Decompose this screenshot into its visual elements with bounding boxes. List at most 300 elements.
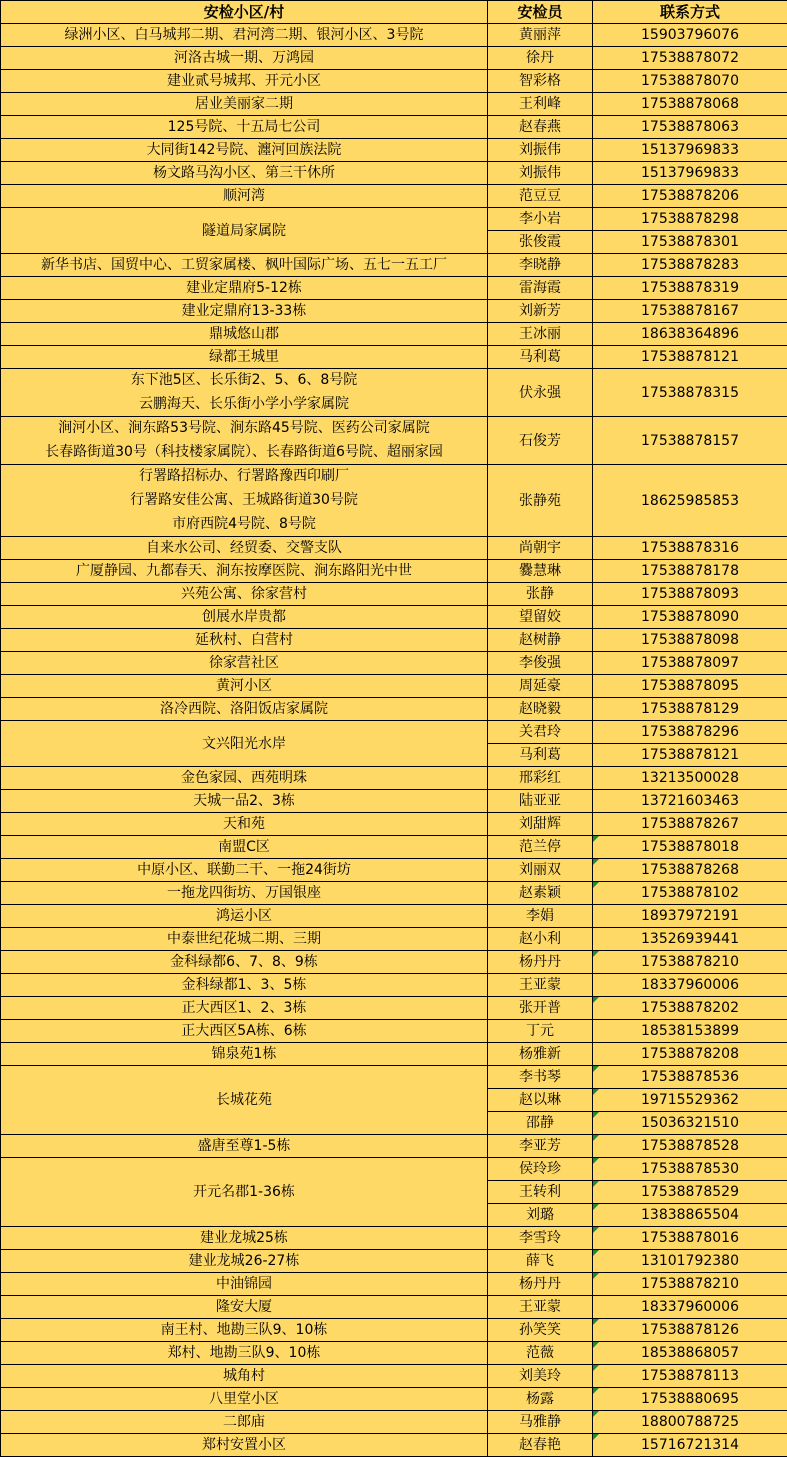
area-cell: [1, 882, 488, 905]
inspector-cell: 张静: [488, 583, 593, 606]
phone-cell: [593, 139, 787, 162]
table-row: [1, 1066, 787, 1089]
cell-error-flag-icon: [593, 1181, 599, 1187]
phone-number: 18538868057: [641, 1345, 739, 1361]
table-row: [1, 583, 787, 606]
phone-number: 17538878178: [641, 563, 739, 579]
inspector-cell: 邵静: [488, 1112, 593, 1135]
phone-cell: [593, 859, 787, 882]
inspector-cell: 雷海霞: [488, 277, 593, 300]
cell-error-flag-icon: [593, 1089, 599, 1095]
table-body: [1, 24, 787, 1457]
phone-cell: [593, 24, 787, 47]
phone-number: 17538878536: [641, 1069, 739, 1085]
phone-cell: [593, 813, 787, 836]
phone-number: 15903796076: [641, 27, 739, 43]
inspector-cell: 王利峰: [488, 93, 593, 116]
phone-number: 17538878296: [641, 724, 739, 740]
area-cell: [1, 1434, 488, 1457]
cell-error-flag-icon: [593, 1158, 599, 1164]
area-line: 绿洲小区、白马城邦二期、君河湾二期、银河小区、3号院: [65, 27, 424, 43]
inspector-cell: 李小岩: [488, 208, 593, 231]
area-cell: [1, 560, 488, 583]
phone-cell: [593, 116, 787, 139]
inspector-cell: 赵素颖: [488, 882, 593, 905]
area-line: 建业定鼎府13-33栋: [182, 303, 307, 319]
inspector-cell: 侯玲珍: [488, 1158, 593, 1181]
area-cell: [1, 465, 488, 537]
phone-number: 15036321510: [641, 1115, 739, 1131]
phone-number: 18800788725: [641, 1414, 739, 1430]
area-cell: [1, 721, 488, 767]
area-line: 建业定鼎府5-12栋: [186, 280, 302, 296]
phone-cell: [593, 1135, 787, 1158]
area-line: 天和苑: [223, 816, 265, 832]
area-cell: [1, 675, 488, 698]
phone-cell: [593, 767, 787, 790]
phone-number: 17538878102: [641, 885, 739, 901]
inspector-cell: 赵晓毅: [488, 698, 593, 721]
phone-cell: [593, 652, 787, 675]
phone-cell: [593, 70, 787, 93]
area-line: 八里堂小区: [209, 1391, 279, 1407]
table-row: [1, 951, 787, 974]
phone-cell: [593, 1434, 787, 1457]
inspector-cell: 范兰停: [488, 836, 593, 859]
area-cell: [1, 1043, 488, 1066]
phone-number: 17538878167: [641, 303, 739, 319]
header-contact: 联系方式: [593, 1, 787, 24]
phone-number: 17538878090: [641, 609, 739, 625]
table-row: [1, 882, 787, 905]
phone-number: 17538878126: [641, 1322, 739, 1338]
phone-cell: [593, 1181, 787, 1204]
area-cell: [1, 1227, 488, 1250]
area-cell: [1, 629, 488, 652]
phone-number: 17538878157: [641, 433, 739, 449]
phone-cell: [593, 417, 787, 465]
phone-number: 15716721314: [641, 1437, 739, 1453]
phone-number: 17538878129: [641, 701, 739, 717]
inspector-cell: 张俊霞: [488, 231, 593, 254]
phone-number: 17538878070: [641, 73, 739, 89]
cell-error-flag-icon: [593, 1112, 599, 1118]
phone-number: 18337960006: [641, 977, 739, 993]
area-cell: [1, 1342, 488, 1365]
area-cell: [1, 928, 488, 951]
table-row: [1, 767, 787, 790]
area-line: 正大西区1、2、3栋: [182, 1000, 307, 1016]
inspector-cell: 刘新芳: [488, 300, 593, 323]
inspector-cell: 赵春艳: [488, 1434, 593, 1457]
header-inspector: 安检员: [488, 1, 593, 24]
phone-number: 15137969833: [641, 165, 739, 181]
inspector-cell: 范薇: [488, 1342, 593, 1365]
inspector-cell: 黄丽萍: [488, 24, 593, 47]
inspector-cell: 尚朝宇: [488, 537, 593, 560]
inspector-cell: 丁元: [488, 1020, 593, 1043]
phone-number: 13721603463: [641, 793, 739, 809]
area-line: 锦泉苑1栋: [212, 1046, 277, 1062]
inspector-cell: 刘美玲: [488, 1365, 593, 1388]
table-row: [1, 162, 787, 185]
table-row: [1, 1365, 787, 1388]
area-cell: [1, 1020, 488, 1043]
table-row: [1, 116, 787, 139]
area-cell: [1, 974, 488, 997]
table-row: [1, 1020, 787, 1043]
cell-error-flag-icon: [593, 997, 599, 1003]
area-cell: [1, 652, 488, 675]
table-row: [1, 606, 787, 629]
area-line: 隆安大厦: [216, 1299, 272, 1315]
phone-cell: [593, 1273, 787, 1296]
inspector-cell: 王冰丽: [488, 323, 593, 346]
inspector-cell: 赵小利: [488, 928, 593, 951]
area-cell: [1, 1365, 488, 1388]
phone-number: 17538878319: [641, 280, 739, 296]
area-line: 绿都王城里: [209, 349, 279, 365]
phone-cell: [593, 974, 787, 997]
inspector-cell: 刘璐: [488, 1204, 593, 1227]
area-cell: [1, 323, 488, 346]
area-line: 河洛古城一期、万鸿园: [174, 50, 314, 66]
inspector-cell: 刘振伟: [488, 139, 593, 162]
area-line: 郑村、地勘三队9、10栋: [168, 1345, 321, 1361]
table-row: [1, 859, 787, 882]
inspector-cell: 邢彩红: [488, 767, 593, 790]
phone-cell: [593, 606, 787, 629]
table-row: [1, 300, 787, 323]
area-cell: [1, 346, 488, 369]
area-line: 盛唐至尊1-5栋: [198, 1138, 291, 1154]
area-line: 建业龙城26-27栋: [189, 1253, 300, 1269]
area-cell: [1, 1273, 488, 1296]
table-row: [1, 1250, 787, 1273]
phone-cell: [593, 997, 787, 1020]
area-line: 居业美丽家二期: [195, 96, 293, 112]
table-row: [1, 790, 787, 813]
inspector-cell: 马雅静: [488, 1411, 593, 1434]
area-line: 金色家园、西苑明珠: [181, 770, 307, 786]
table-row: [1, 93, 787, 116]
cell-error-flag-icon: [593, 882, 599, 888]
phone-cell: [593, 905, 787, 928]
phone-cell: [593, 231, 787, 254]
inspector-cell: 王亚蒙: [488, 974, 593, 997]
phone-cell: [593, 208, 787, 231]
area-cell: [1, 70, 488, 93]
area-cell: [1, 813, 488, 836]
inspector-cell: 爨慧琳: [488, 560, 593, 583]
phone-number: 18937972191: [641, 908, 739, 924]
phone-cell: [593, 928, 787, 951]
inspector-cell: 范豆豆: [488, 185, 593, 208]
area-line: 南盟C区: [218, 839, 270, 855]
area-cell: [1, 767, 488, 790]
area-line: 金科绿都1、3、5栋: [182, 977, 307, 993]
table-row: [1, 346, 787, 369]
table-row: [1, 813, 787, 836]
inspector-cell: 杨丹丹: [488, 951, 593, 974]
table-row: [1, 323, 787, 346]
table-row: [1, 1273, 787, 1296]
area-line: 杨文路马沟小区、第三干休所: [153, 165, 335, 181]
inspector-cell: 赵以琳: [488, 1089, 593, 1112]
phone-cell: [593, 560, 787, 583]
cell-error-flag-icon: [593, 836, 599, 842]
area-cell: [1, 1158, 488, 1227]
area-line: 兴苑公寓、徐家营村: [181, 586, 307, 602]
area-cell: [1, 1066, 488, 1135]
cell-error-flag-icon: [593, 1066, 599, 1072]
area-line: 建业贰号城邦、开元小区: [167, 73, 321, 89]
phone-number: 17538878097: [641, 655, 739, 671]
phone-cell: [593, 47, 787, 70]
area-line: 125号院、十五局七公司: [168, 119, 321, 135]
table-row: [1, 721, 787, 744]
phone-number: 13838865504: [641, 1207, 739, 1223]
area-line: 鼎城悠山郡: [209, 326, 279, 342]
cell-error-flag-icon: [593, 1319, 599, 1325]
phone-cell: [593, 1342, 787, 1365]
inspector-cell: 伏永强: [488, 369, 593, 417]
inspector-cell: 王转利: [488, 1181, 593, 1204]
area-line: 中泰世纪花城二期、三期: [167, 931, 321, 947]
phone-cell: [593, 1112, 787, 1135]
cell-error-flag-icon: [593, 1204, 599, 1210]
table-row: [1, 1388, 787, 1411]
phone-number: 17538878210: [641, 954, 739, 970]
phone-cell: [593, 162, 787, 185]
area-cell: [1, 1250, 488, 1273]
area-line: 文兴阳光水岸: [202, 736, 286, 752]
table-row: [1, 560, 787, 583]
phone-cell: [593, 744, 787, 767]
phone-number: 17538878202: [641, 1000, 739, 1016]
area-line: 金科绿都6、7、8、9栋: [170, 954, 318, 970]
inspector-cell: 杨露: [488, 1388, 593, 1411]
table-row: [1, 254, 787, 277]
area-line: 云鹏海天、长乐街小学小学家属院: [1, 392, 487, 416]
phone-cell: [593, 1043, 787, 1066]
phone-number: 18337960006: [641, 1299, 739, 1315]
table-row: [1, 652, 787, 675]
area-cell: [1, 1319, 488, 1342]
inspector-cell: 李亚芳: [488, 1135, 593, 1158]
phone-number: 17538878093: [641, 586, 739, 602]
phone-cell: [593, 369, 787, 417]
inspector-cell: 张静苑: [488, 465, 593, 537]
phone-cell: [593, 537, 787, 560]
phone-cell: [593, 1204, 787, 1227]
area-line: 市府西院4号院、8号院: [1, 512, 487, 536]
area-cell: [1, 185, 488, 208]
area-line: 中油锦园: [216, 1276, 272, 1292]
area-cell: [1, 951, 488, 974]
inspector-cell: 陆亚亚: [488, 790, 593, 813]
area-cell: [1, 1296, 488, 1319]
table-row: [1, 974, 787, 997]
inspector-cell: 刘甜辉: [488, 813, 593, 836]
inspector-cell: 李雪玲: [488, 1227, 593, 1250]
inspector-cell: 关君玲: [488, 721, 593, 744]
phone-number: 17538878095: [641, 678, 739, 694]
phone-cell: [593, 300, 787, 323]
header-area: 安检小区/村: [1, 1, 488, 24]
table-row: [1, 1342, 787, 1365]
phone-number: 17538878268: [641, 862, 739, 878]
phone-cell: [593, 185, 787, 208]
inspector-cell: 智彩格: [488, 70, 593, 93]
phone-number: 17538878098: [641, 632, 739, 648]
area-cell: [1, 698, 488, 721]
inspector-cell: 李娟: [488, 905, 593, 928]
phone-cell: [593, 1296, 787, 1319]
area-line: 鸿运小区: [216, 908, 272, 924]
phone-cell: [593, 346, 787, 369]
phone-cell: [593, 583, 787, 606]
table-row: [1, 905, 787, 928]
phone-number: 13526939441: [641, 931, 739, 947]
area-line: 黄河小区: [216, 678, 272, 694]
table-row: [1, 369, 787, 417]
inspector-cell: 李晓静: [488, 254, 593, 277]
table-row: [1, 185, 787, 208]
cell-error-flag-icon: [593, 859, 599, 865]
table-row: [1, 836, 787, 859]
area-line: 长城花苑: [216, 1092, 272, 1108]
area-cell: [1, 369, 488, 417]
table-row: [1, 1135, 787, 1158]
table-row: [1, 24, 787, 47]
area-cell: [1, 583, 488, 606]
header-row: [1, 1, 787, 24]
area-line: 城角村: [223, 1368, 265, 1384]
area-cell: [1, 300, 488, 323]
table-row: [1, 675, 787, 698]
table-row: [1, 629, 787, 652]
area-line: 创展水岸贵都: [202, 609, 286, 625]
phone-cell: [593, 465, 787, 537]
area-line: 广厦静园、九都春天、涧东按摩医院、涧东路阳光中世: [76, 563, 412, 579]
phone-cell: [593, 1319, 787, 1342]
inspector-cell: 杨丹丹: [488, 1273, 593, 1296]
table-row: [1, 698, 787, 721]
area-line: 行署路安佳公寓、王城路街道30号院: [1, 488, 487, 512]
table-row: [1, 1227, 787, 1250]
phone-cell: [593, 1411, 787, 1434]
area-line: 天城一品2、3栋: [193, 793, 295, 809]
phone-cell: [593, 93, 787, 116]
phone-cell: [593, 1227, 787, 1250]
area-cell: [1, 606, 488, 629]
phone-number: 17538880695: [641, 1391, 739, 1407]
inspector-cell: 石俊芳: [488, 417, 593, 465]
area-cell: [1, 1411, 488, 1434]
phone-number: 18538153899: [641, 1023, 739, 1039]
phone-cell: [593, 1089, 787, 1112]
phone-number: 13101792380: [641, 1253, 739, 1269]
inspector-cell: 李书琴: [488, 1066, 593, 1089]
area-line: 徐家营社区: [209, 655, 279, 671]
area-line: 隧道局家属院: [202, 223, 286, 239]
area-cell: [1, 93, 488, 116]
phone-number: 17538878018: [641, 839, 739, 855]
area-line: 洛冷西院、洛阳饭店家属院: [160, 701, 328, 717]
phone-number: 17538878529: [641, 1184, 739, 1200]
phone-number: 19715529362: [641, 1092, 739, 1108]
phone-number: 17538878267: [641, 816, 739, 832]
table-row: [1, 139, 787, 162]
area-line: 大同街142号院、瀍河回族法院: [147, 142, 342, 158]
area-cell: [1, 537, 488, 560]
phone-cell: [593, 721, 787, 744]
phone-number: 17538878016: [641, 1230, 739, 1246]
table-row: [1, 417, 787, 465]
phone-cell: [593, 1066, 787, 1089]
area-line: 南王村、地勘三队9、10栋: [161, 1322, 328, 1338]
area-line: 新华书店、国贸中心、工贸家属楼、枫叶国际广场、五七一五工厂: [41, 257, 447, 273]
phone-number: 17538878298: [641, 211, 739, 227]
phone-number: 17538878206: [641, 188, 739, 204]
table-row: [1, 1434, 787, 1457]
area-line: 涧河小区、涧东路53号院、涧东路45号院、医药公司家属院: [1, 417, 487, 440]
phone-number: 17538878316: [641, 540, 739, 556]
phone-cell: [593, 1365, 787, 1388]
inspector-cell: 张开普: [488, 997, 593, 1020]
phone-cell: [593, 675, 787, 698]
inspector-cell: 王亚蒙: [488, 1296, 593, 1319]
area-cell: [1, 139, 488, 162]
phone-cell: [593, 882, 787, 905]
phone-number: 17538878210: [641, 1276, 739, 1292]
area-cell: [1, 859, 488, 882]
area-cell: [1, 790, 488, 813]
area-line: 长春路街道30号（科技楼家属院）、长春路街道6号院、超丽家园: [1, 440, 487, 464]
phone-number: 17538878121: [641, 747, 739, 763]
phone-cell: [593, 277, 787, 300]
area-cell: [1, 836, 488, 859]
phone-number: 13213500028: [641, 770, 739, 786]
phone-cell: [593, 629, 787, 652]
phone-cell: [593, 836, 787, 859]
inspector-cell: 孙笑笑: [488, 1319, 593, 1342]
phone-number: 17538878283: [641, 257, 739, 273]
area-cell: [1, 162, 488, 185]
area-line: 正大西区5A栋、6栋: [181, 1023, 306, 1039]
inspector-cell: 望留姣: [488, 606, 593, 629]
cell-error-flag-icon: [593, 1273, 599, 1279]
phone-number: 17538878068: [641, 96, 739, 112]
area-cell: [1, 254, 488, 277]
area-line: 顺河湾: [223, 188, 265, 204]
phone-number: 17538878063: [641, 119, 739, 135]
area-line: 二郎庙: [223, 1414, 265, 1430]
phone-number: 17538878121: [641, 349, 739, 365]
inspector-cell: 马利葛: [488, 346, 593, 369]
phone-cell: [593, 1250, 787, 1273]
cell-error-flag-icon: [593, 1388, 599, 1394]
phone-number: 17538878113: [641, 1368, 739, 1384]
table-row: [1, 1158, 787, 1181]
phone-number: 18625985853: [641, 493, 739, 509]
table-row: [1, 1043, 787, 1066]
table-row: [1, 1411, 787, 1434]
area-cell: [1, 277, 488, 300]
table-row: [1, 1296, 787, 1319]
inspector-cell: 刘丽双: [488, 859, 593, 882]
